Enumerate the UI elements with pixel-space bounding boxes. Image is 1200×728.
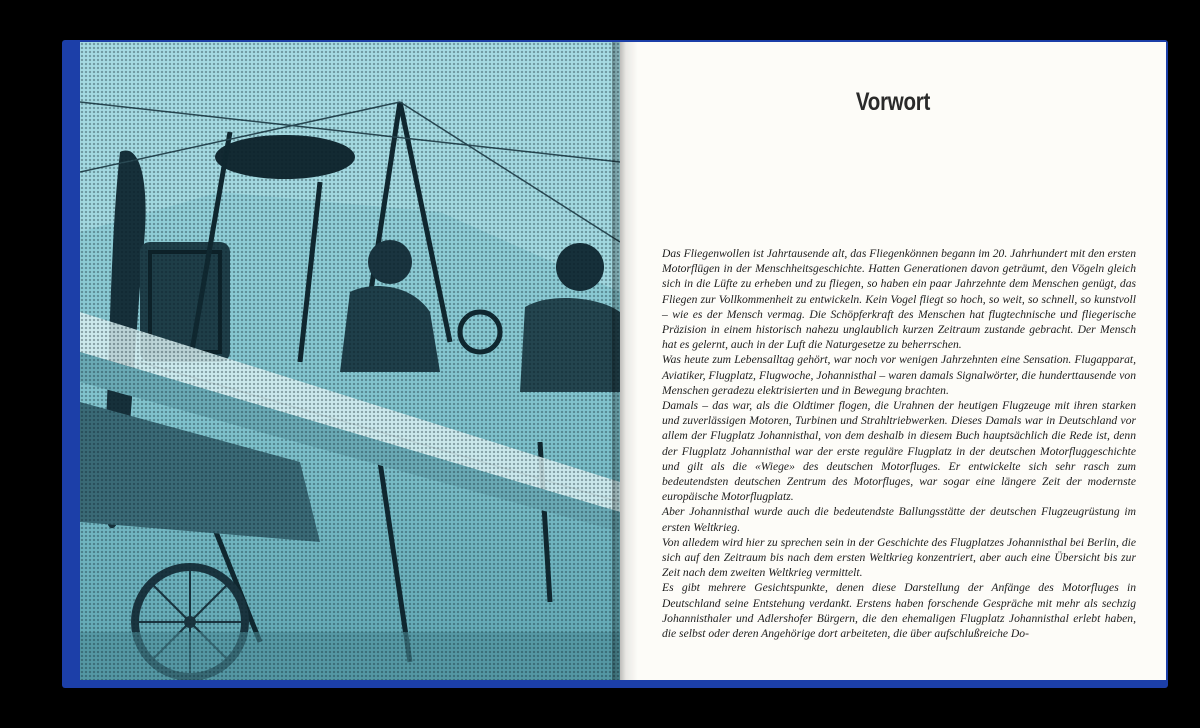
page-title: Vorwort: [855, 88, 931, 116]
paragraph: Das Fliegenwollen ist Jahrtausende alt, das Fliegenkönnen begann im 20. Jahrhundert mit den ersten Motorflügen in der Menschheitsgeschichte. Hatten Generationen davon geträumt, den Vögeln gleich sich in die Lüfte zu erheben und zu fliegen, so haben ein paar Jahrzehnte dem Menschen genügt, das Fliegen zur Vollkommenheit zu entwickeln. Kein Vogel fliegt so hoch, so weit, so schnell, so kunstvoll – wie es der Mensch vermag. Die Schöpferkraft des Menschen hat flugtechnische und fliegerische Präzision in einem historisch nahezu unglaublich kurzen Zeitraum zustande gebracht. Der Mensch hat es gelernt, auch in der Luft die Naturgesetze zu beherrschen.: [662, 247, 1136, 352]
paragraph: Es gibt mehrere Gesichtspunkte, denen diese Darstellung der Anfänge des Motorfluges in Deutschland seine Entstehung verdankt. Erstens haben forschende Gespräche mit mehr als sechzig Johannisthaler und Adlershofer Bürgern, die den ehemaligen Flugplatz Johannisthal erlebt haben, die selbst oder deren Angehörige dort arbeiteten, die über aufschlußreiche Do-: [662, 581, 1136, 641]
paragraph: Damals – das war, als die Oldtimer flogen, die Urahnen der heutigen Flugzeuge mit ihren starken und zuverlässigen Motoren, Turbinen und Strahltriebwerken. Dieses Damals war in Deutschland vor allem der Flugplatz Johannisthal, von dem deshalb in diesem Buch hauptsächlich die Rede ist, denn der Flugplatz Johannisthal war der erste reguläre Flugplatz in der deutschen Motorfluggeschichte und gilt als die «Wiege» des deutschen Motorfluges. Er entwickelte sich sehr rasch zum bedeutendsten deutschen Zentrum des Motorfluges, war sogar eine längere Zeit der modernste europäische Motorflugplatz.: [662, 399, 1136, 504]
paragraph: Von alledem wird hier zu sprechen sein in der Geschichte des Flugplatzes Johannisthal bei Berlin, die sich auf den Zeitraum bis nach dem ersten Weltkrieg konzentriert, aber auch eine Übersicht bis zur Zeit nach dem zweiten Weltkrieg vermittelt.: [662, 535, 1136, 580]
text-page: [620, 42, 1166, 680]
paragraph: Was heute zum Lebensalltag gehört, war noch vor wenigen Jahrzehnten eine Sensation. Flugapparat, Aviatiker, Flugplatz, Flugwoche, Johannisthal – waren damals Signalwörter, die hunderttausende von Menschen geradezu elektrisierten und in Bewegung brachten.: [662, 353, 1136, 397]
biplane-photo: [80, 42, 620, 680]
book-gutter: [612, 42, 626, 680]
foreword-text: [662, 246, 1136, 641]
paragraph: Aber Johannisthal wurde auch die bedeutendste Ballungsstätte der deutschen Flugzeugrüstung im ersten Weltkrieg.: [662, 505, 1136, 534]
photo-page: [80, 42, 620, 680]
